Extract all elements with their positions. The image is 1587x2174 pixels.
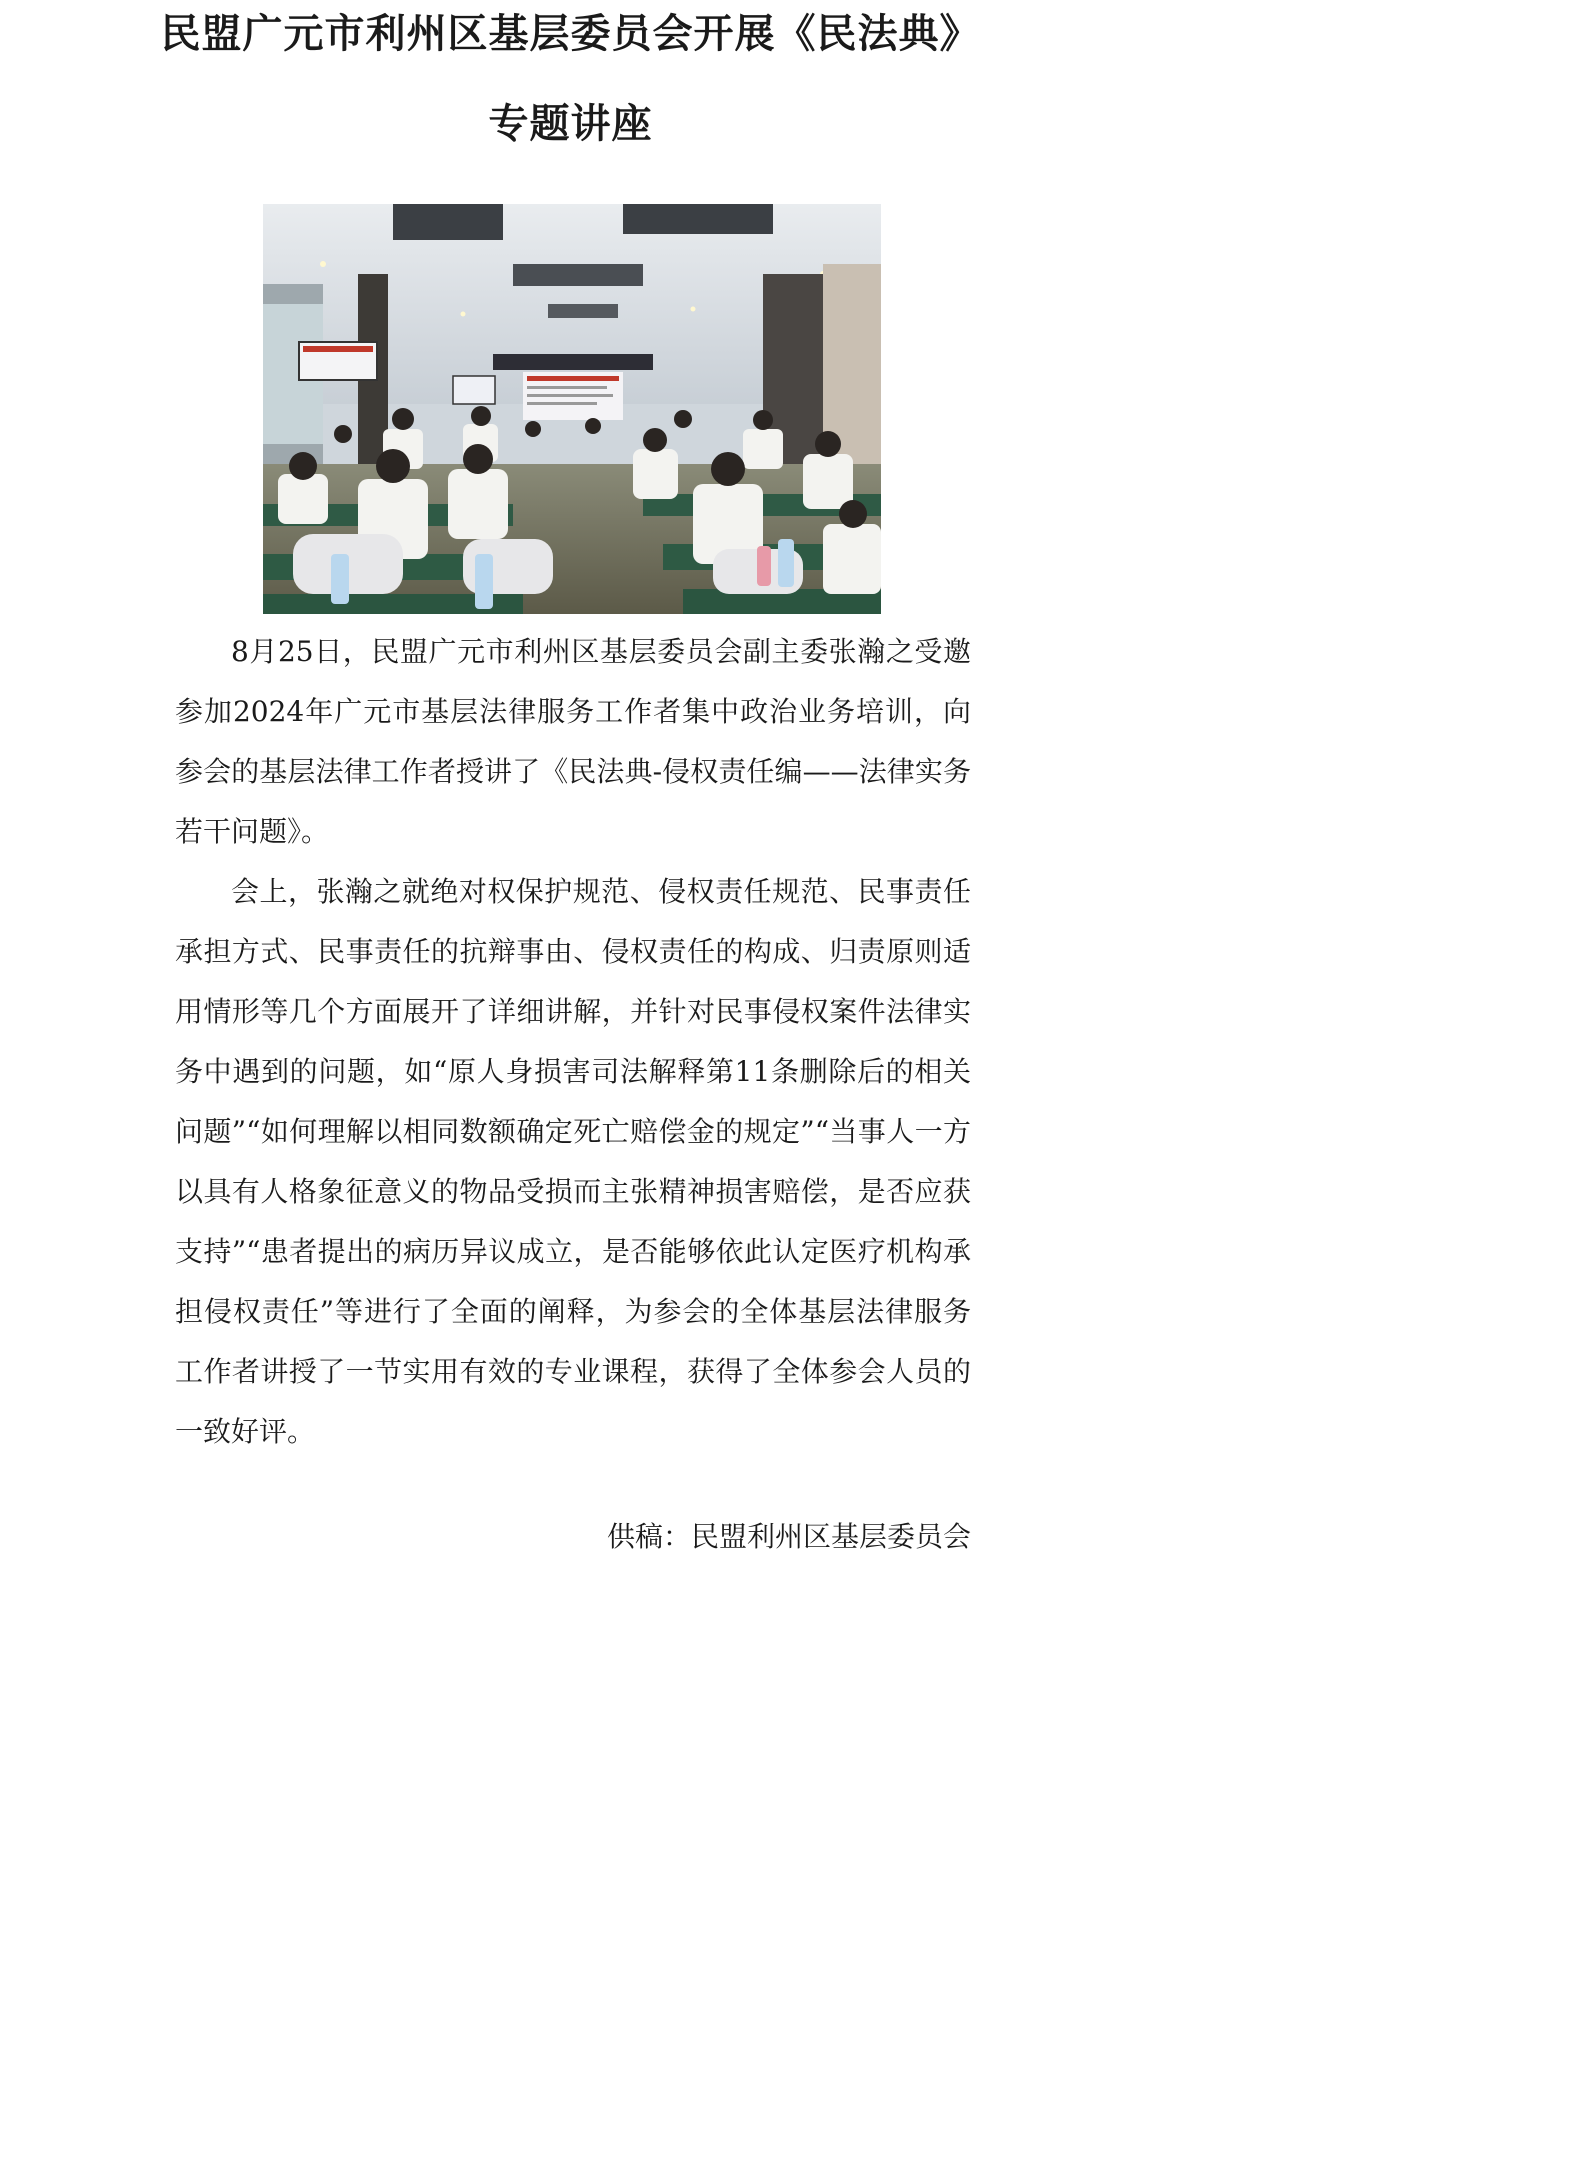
source-credit: 供稿：民盟利州区基层委员会 (606, 1520, 971, 1553)
body-paragraph-2: 会上，张瀚之就绝对权保护规范、侵权责任规范、民事责任承担方式、民事责任的抗辩事由、侵权责任的构成、归责原则适用情形等几个方面展开了详细讲解，并针对民事侵权案件法律实务中遇到的问题，如“原人身损害司法解释第11条删除后的相关问题”“如何理解以相同数额确定死亡赔偿金的规定”“当事人一方以具有人格象征意义的物品受损而主张精神损害赔偿，是否应获支持”“患者提出的病历异议成立，是否能够依此认定医疗机构承担侵权责任”等进行了全面的阐释，为参会的全体基层法律服务工作者讲授了一节实用有效的专业课程，获得了全体参会人员的一致好评。 (175, 875, 971, 1448)
conference-photo (263, 204, 881, 614)
article-title-line-1: 民盟广元市利州区基层委员会开展《民法典》 (160, 10, 981, 57)
body-paragraph-1: 8月25日，民盟广元市利州区基层委员会副主委张瀚之受邀参加2024年广元市基层法律服务工作者集中政治业务培训，向参会的基层法律工作者授讲了《民法典-侵权责任编——法律实务若干问题》。 (175, 635, 971, 848)
article-title-line-2: 专题讲座 (488, 100, 653, 147)
